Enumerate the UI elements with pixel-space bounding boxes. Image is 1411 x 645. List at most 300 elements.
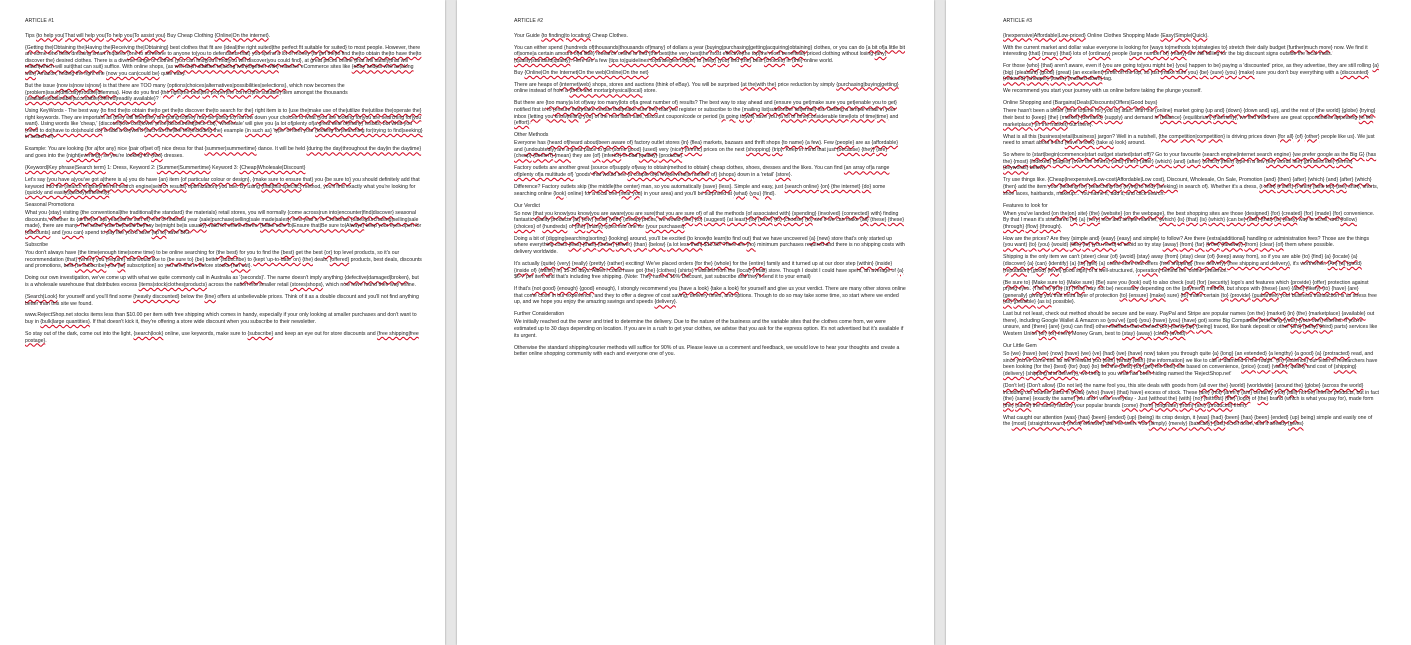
spelling-flag: {Cheap|Inexpensive|Low-cost|Affordable|Low cost}: [1047, 177, 1165, 184]
spelling-flag: {from}: [1179, 242, 1194, 249]
spelling-flag: {there}: [1031, 324, 1048, 331]
spelling-flag: {we}: [1080, 351, 1091, 358]
spelling-flag: {stay}: [1179, 254, 1193, 261]
spelling-flag: {marketplace}: [1308, 311, 1341, 318]
spelling-flag: {a}: [1078, 217, 1086, 224]
spelling-flag: {that will satisfy|that will match|which will suit|that can suit}: [25, 57, 408, 71]
spelling-flag: {a}: [1372, 63, 1379, 70]
spelling-flag: {is}: [1177, 217, 1185, 224]
section-heading: Other Methods: [514, 132, 549, 139]
spelling-flag: {or}: [324, 250, 333, 257]
spelling-flag: {after}: [1186, 158, 1201, 165]
spelling-flag: {discounts}: [25, 230, 51, 237]
spelling-flag: {many}: [1041, 51, 1059, 58]
spelling-flag: {generally}: [1003, 292, 1028, 299]
paragraph: So now {that you know|you know|you are aware|you are sure|that you are sure of} of all the methods {of associated with} {spending} {involved} {connected} with} finding fantastic quality products {at} {low} {cost} {with} {cheap} prices, we would {like} {to} {suggest} {at least} {to} {have} {to} {choose} {to} see if we can make {all} {these} {these} {choices} of {hundreds} of {the} {many} types into one for {your purchases}.: [514, 210, 904, 230]
spelling-flag: {good}: [1039, 69, 1055, 76]
spelling-flag: {best}: [280, 250, 295, 257]
spelling-flag: {without the}: [1148, 396, 1178, 403]
spelling-flag: {the best}: [215, 250, 238, 257]
spelling-flag: {Make sure}: [1066, 279, 1095, 286]
spelling-flag: {what}: [1116, 357, 1132, 364]
paragraph: For those {who} {that} aren't aware, even if {you are going to|you might be} {you} happen to be} paying a 'discounted' price, as they advertise, they are still rolling {a} {big} {pleasant} {good} {great} {an excellent} profit off the top, so just {make sure you} {be} {sure} {you} {make} sure you don't buy everything with a {discounted} {reduced} {cheaper} {lower} {marked down} tag.: [1003, 63, 1379, 83]
spelling-flag: {nice}: [670, 146, 684, 153]
spelling-flag: {at the|with the}: [740, 81, 777, 88]
spelling-flag: {been}: [1224, 414, 1240, 421]
spelling-flag: {an}: [158, 177, 168, 184]
spelling-flag: {through}: [1003, 223, 1025, 230]
spelling-flag: {not}: [1274, 389, 1285, 396]
spelling-flag: {to}: [1302, 254, 1310, 261]
spelling-flag: {In}: [1276, 357, 1284, 364]
spelling-flag: {hundreds of|thousands|thousands of|many}: [564, 44, 666, 51]
spelling-flag: {defective|damaged|broken}: [344, 275, 409, 282]
section-heading: Our Little Gem: [1003, 343, 1037, 350]
article-title: ARTICLE #3: [1003, 18, 1033, 24]
spelling-flag: {you have a|you've got a|there is a}: [46, 177, 128, 184]
spelling-flag: {to know|to learn|to find out}: [687, 235, 752, 242]
spelling-flag: {shopping}: [745, 146, 771, 153]
spelling-flag: {Do not let}: [1056, 382, 1083, 389]
spelling-flag: {faraway}: [1221, 242, 1243, 249]
paragraph: Using KeyWords - The best way {to find the|to obtain the|to get the|to discover the|to search for the} right item is to {use the|make use of the|utilize the|utilise the|operate the} right keywords. They are important as {they will filter|they are going to|they may be going to} narrow down your choices to what {you are looking for|you are searching for|you want}. Using words like 'cheap,' {discount|low-cost|lower price|discounted|price cut}, 'wholesale' will give you {a lot of|plenty of|a great deal of|many} results, but what you {need to do|have to do|should do} is add a keyword {such as the|like the|including the} example {in such as} 'type' of item your {looking for|searching for|trying to find|seeking} in search of).: [25, 108, 423, 141]
spelling-flag: {was}: [1196, 414, 1210, 421]
spelling-flag: {had}: [1210, 414, 1223, 421]
document-page-1: [0, 0, 445, 645]
paragraph: If that's {not good} {enough} {good} enough}, I strongly recommend you {have a look} {take a look} for yourself and give us your verdict. There are many other stores online that come close in our experience, and they to offer a degree of cost saving, delivery times, and options. Though to do so may take some time, so start where we ended up, and we hope you enjoy the amazing savings and speeds {delivery}.: [514, 286, 906, 306]
spelling-flag: {ended}: [1107, 414, 1126, 421]
spelling-flag: {you}: [1061, 324, 1073, 331]
spelling-flag: {the}: [302, 256, 313, 263]
paragraph: What is all this {business|retail|business} jargon? Well in a nutshell, {the competition|competition} is driving prices down {for all} {of} {other} people like us}. We just need to smart about it and {have a look} {take a} look} around.: [1003, 133, 1375, 147]
spelling-flag: {discounted}: [1340, 69, 1369, 76]
spelling-flag: {with}: [1178, 396, 1192, 403]
spelling-flag: {make sure you}: [1160, 69, 1198, 76]
spelling-flag: {or}: [1038, 331, 1047, 338]
spelling-flag: {fewer}: [615, 242, 633, 249]
spelling-flag: {for}: [1303, 210, 1314, 217]
spelling-flag: {same}: [1015, 402, 1032, 409]
spelling-flag: {undoubtedly}: [524, 146, 556, 153]
paragraph: Try use things like. {Cheap|Inexpensive|Low-cost|Affordable|Low cost}, Discount, Wholesale, On Sale, Promotion {and} {then} {after} {which} {and} {after} {which} {then} add the item your {looking for} {searching for} {trying to find} {seeking} in search of}. Whether it's a dress, {t-shirt} {t shirt} {t-shirt} {tank top} {tee} shirt}, shorts, shoe laces, hairbands, makeup... You name it, add it, and click search.: [1003, 177, 1379, 197]
spelling-flag: {get}: [1086, 260, 1098, 267]
spelling-flag: {at the|on a|a year|some sort of}: [76, 216, 150, 223]
spelling-flag: {who}: [1086, 389, 1100, 396]
spelling-flag: {on}: [820, 183, 830, 190]
spelling-flag: {the time|enough time|some time}: [77, 250, 155, 257]
spelling-flag: {you've}: [1107, 317, 1126, 324]
spelling-flag: {trying}: [1359, 108, 1376, 115]
spelling-flag: {as well as|in addition to|along with|together with}: [166, 64, 279, 71]
spelling-flag: {pleasant}: [1014, 69, 1038, 76]
spelling-flag: {being}: [1196, 324, 1213, 331]
spelling-flag: {for the}: [1033, 364, 1053, 371]
spelling-flag: {many}: [1170, 51, 1187, 58]
spelling-flag: {from}: [1205, 242, 1220, 249]
spelling-flag: {to}: [1133, 364, 1142, 371]
spelling-flag: {Asia}: [1071, 389, 1085, 396]
section-heading: Subscribe: [25, 242, 49, 249]
spelling-flag: {choose}: [783, 217, 804, 224]
spelling-flag: {up}: [1289, 414, 1300, 421]
spelling-flag: {who}: [1026, 63, 1040, 70]
paragraph: {Getting the|Obtaining the|Having the|Receiving the|Obtaining} best clothes that fit are {ideal|the right suited|the perfect fit suitable for suited} to most people. However, there are some who think dressing smart requires {one to someone to anyone to|you to defendants that} you spend a lot of money {to get the|to find the|to obtain the|to have the|to discover the} desired clothes. There is a diverse range of clothes {you can find|you'll find|you will discover|you could find}, at great prices online {that will satisfy|that will match|which will suit|that can suit} suffice. With online shops, {as well as|in addition to|along with|together with} massive eCommerce sites like {eBay and|as well as|along with} Amazon, finding the right one {now you can|could be} quite easy.: [25, 44, 422, 77]
spelling-flag: {be sure to}: [166, 256, 194, 263]
spelling-flag: {third}: [1319, 324, 1333, 331]
spelling-flag: {key words like}: [1266, 158, 1303, 165]
paragraph: You can either spend {hundreds of|thousands|thousands of|many} of dollars a year {buying|purchasing|getting|acquiring|obtaining} clothes, or you can do {a bit of|a little bit of|some|a certain amount of|a little} research online to find {the best|the very best|the most effective|the top|the most beneficial} priced clothing without losing {any} {quality|standard|quality}. Here are a few {tips to|guidelines to|strategies to|tips} to {help} {you} find {the} best {choices} in {the} online world.: [514, 44, 906, 64]
spelling-flag: {you}: [717, 57, 730, 64]
spelling-flag: {out}: [1184, 279, 1196, 286]
spelling-flag: {an extended}: [1234, 351, 1267, 358]
spelling-flag: {shops}: [718, 171, 736, 178]
spelling-flag: {discount|low-cost|lower price|discounted|price cut}: [98, 121, 216, 128]
spelling-flag: {quality|standard|quality}: [514, 57, 571, 64]
paragraph: Doing a bit of {digging|searching|sorting} {looking} around, you'll be excited {to know|to learn|to find out} that we have uncovered {a} {new} store that's only started up where everything costs {less} {than} {under} {fewer} {than} {below} {a lot less than} $10.00! There are {no} minimum purchases required and there is no shipping costs with delivery worldwide.: [514, 235, 905, 255]
spelling-flag: {a bit of|a little bit of|some|a certain amount of|a little}: [514, 44, 906, 58]
spelling-flag: {of associated with}: [745, 210, 791, 217]
spelling-flag: {what}: [733, 190, 748, 197]
article-title: ARTICLE #2: [514, 18, 544, 24]
spelling-flag: {the}: [1296, 311, 1307, 318]
spelling-flag: {to}: [1119, 292, 1128, 299]
spelling-flag: {basically}: [1188, 421, 1213, 428]
paragraph: So {we} {have} {we} {now} {have} {we} {ve} {had} {we} {have} now} taken you through quite {a} {long} {an extended} {a lengthy} {a good} {a} {protracted} read, and since you've come this far we'll reward you {with} {what} {with} {the information} we like to call a 'diamond in the rough.' {In} {essence} our team of researchers have been looking {for the} {best} {for} {top} {to} find the {best} {to} {get} the best} site based on convenience, {price} {cost} {value}, quality and cost of {shipping} {delivery} {shipping and delivery}, we bring to you what has been hiding named the 'RejectShop.net': [1003, 351, 1378, 377]
spelling-flag: {letting you know|telling you}: [527, 113, 594, 120]
spelling-flag: {you}: [749, 190, 762, 197]
spelling-flag: {a}: [809, 235, 816, 242]
spelling-flag: {now is|now is|now}: [56, 82, 102, 89]
spelling-flag: {do}: [861, 183, 872, 190]
spelling-flag: {pages}: [1052, 158, 1071, 165]
spelling-flag: {with}: [1132, 357, 1146, 364]
spelling-flag: {the middle|the center}: [588, 183, 640, 190]
spelling-flag: {in}: [1287, 311, 1295, 318]
spelling-flag: {to name}: [781, 140, 804, 147]
spelling-flag: {in the market}: [1034, 121, 1068, 128]
spelling-flag: {entire}: [748, 260, 766, 267]
spelling-flag: {you}: [1168, 317, 1181, 324]
spelling-flag: {that}: [1028, 51, 1041, 58]
spelling-flag: {available}: [1341, 311, 1366, 318]
spelling-flag: {a}: [1315, 351, 1322, 358]
spelling-flag: {discover}: [1003, 260, 1026, 267]
spelling-flag: {or}: [1048, 331, 1057, 338]
spelling-flag: {look}: [553, 190, 567, 197]
spelling-flag: {balance}: [1160, 115, 1182, 121]
spelling-flag: {tee}: [1336, 183, 1347, 190]
spelling-flag: {equilibrium}: [1183, 115, 1212, 121]
spelling-flag: {are}: [1194, 402, 1206, 409]
spelling-flag: {two}: [151, 153, 163, 160]
spelling-flag: {It}: [1063, 286, 1071, 293]
paragraph: We initially reached out the owner and tried to determine the delivery. Due to the nature of the business and the variable sites that the clothes come from, we were estimated up to 30 days depending on location. If you are in a rush to get your clothes, we advise that you ask for the express option. It's not advertised but it's available if its urgent.: [514, 319, 904, 339]
spelling-flag: {best}: [1053, 364, 1067, 371]
spelling-flag: {was}: [1063, 414, 1077, 421]
spelling-flag: {because}: [836, 146, 860, 153]
spelling-flag: {have}: [1022, 351, 1038, 358]
spelling-flag: {demand}: [1080, 115, 1103, 121]
spelling-flag: {cheap}: [623, 217, 641, 224]
spelling-flag: {keep}: [1216, 254, 1232, 261]
spelling-flag: {most}: [1011, 421, 1027, 428]
spelling-flag: {to}: [694, 217, 703, 224]
spelling-flag: {then}: [1124, 158, 1139, 165]
spelling-flag: {originate}: [1154, 402, 1179, 409]
spelling-flag: {for}: [1270, 210, 1281, 217]
spelling-flag: {party}: [1302, 324, 1318, 331]
spelling-flag: {as}: [1003, 299, 1012, 306]
paragraph: How are the prices? Are they {simple and} {easy} {easy} and simple} to follow? Are there {extra|additional} handling or administration fees? Those are the things {you want} {to} {you} {would} {like} {to} {you need} to avoid so try stay {away} {from} {far} {from} {faraway} {from} {clear} {of} them where possible.: [1003, 235, 1370, 249]
paragraph: But there are {too many|a lot of|way too many|lots of|a great number of} results? The best way to stay ahead and {ensure you get|make sure you get|enable you to get} notified first is to {ensure that|make certain that|make sure the} that you register or subscribe to the {mailing list|subscriber list|email} list. Getting a simple email in your inbox {letting you know|telling you} of the next flash sale, discount coupon/code or period {is going to|will} save you {a lot of time|considerable time|lots of time|time} and {effort}.: [514, 100, 899, 127]
spelling-flag: {for the}: [694, 260, 713, 267]
spelling-flag: {which}: [1155, 158, 1172, 165]
spelling-flag: {Online|On the Internet|On the web|Online|On the net}: [524, 69, 649, 76]
spelling-flag: {made}: [1314, 210, 1332, 217]
spelling-flag: {the}: [1047, 115, 1059, 121]
spelling-flag: {free shipping|free postage}: [25, 331, 419, 344]
spelling-flag: {retail}: [752, 267, 768, 274]
spelling-flag: {have}: [1064, 351, 1080, 358]
spelling-flag: {inside of}: [514, 267, 537, 274]
spelling-flag: {stores|shops}: [290, 281, 323, 288]
paragraph: {Don't let} {Don't allow} {Do not let} the name fool you, this site deals with goods from {all over the} {world} {worldwide} {around the} {globe} {across the world} including our counter parts in {Asia} {who} {have} {that} have} excess of stock. These {are} {not} {aren't} {are} certainly {not} {still} not be} inferior products, but in fact {the} {same} {exactly the same} you and I wear everyday - Just {without the} {with} {no} {without} {the} {logo} of {the} brand (which is what you pay for), made form {the} {same} the same} factory your popular brands {come} {from} {originate} {from} {are} {produced} from).: [1003, 382, 1379, 409]
spelling-flag: {have a look}: [1064, 140, 1095, 147]
spelling-flag: {you}: [1037, 242, 1050, 249]
spelling-flag: {the best|the very best|the most effective|the top|the most beneficial}: [648, 51, 806, 58]
spelling-flag: {start|begin|commence|start out|get started|start off}: [1032, 152, 1151, 159]
spelling-flag: {on the}: [1247, 311, 1266, 318]
spelling-flag: {flow}: [1025, 223, 1039, 230]
spelling-flag: {is going to|will}: [718, 113, 755, 120]
spelling-flag: {been}: [1254, 414, 1270, 421]
spelling-flag: {of}: [1295, 133, 1303, 140]
spelling-flag: {the}: [1089, 210, 1100, 217]
spelling-flag: {the}: [644, 267, 656, 274]
spelling-flag: {affordable}: [871, 140, 898, 147]
spelling-flag: {trip}: [771, 146, 783, 153]
spelling-flag: {steer}: [1080, 254, 1096, 261]
spelling-flag: {then}: [1220, 158, 1234, 165]
spelling-flag: {to get the|to find the|to obtain the|to have the|to discover the}: [25, 51, 422, 64]
spelling-flag: {t shirt}: [1277, 183, 1294, 190]
spelling-flag: {and}: [1263, 177, 1277, 184]
spelling-flag: {the}: [740, 57, 752, 64]
spelling-flag: {globe}: [1341, 108, 1358, 115]
paragraph: There hasn't been a better {time to|time for} you to} start. With the {online} market going {up and} {down} {down and} up}, and the rest of {the world} {globe} {trying} their best to {keep} {the} {market} {demand} {supply} and demand in {balance} {equilibrium} {harmony}, we find that there are great opportunities appearing {in the marketplace} {in the market} out there}.: [1003, 108, 1376, 128]
spelling-flag: {look}: [1128, 279, 1142, 286]
spelling-flag: {for a|for any}: [84, 146, 117, 153]
spelling-flag: {keywords}: [1003, 165, 1029, 172]
spelling-flag: {available|obtainable|accessible|offered|readily available}: [25, 96, 156, 103]
spelling-flag: {too many|a lot of|way too many|lots of|a great number of}: [545, 100, 678, 107]
spelling-flag: {find}: [762, 190, 775, 197]
spelling-flag: {It's}: [1052, 286, 1063, 293]
spelling-flag: {save}: [702, 183, 718, 190]
spelling-flag: {ensure you get|make sure you get|enable you to get}: [773, 100, 897, 107]
spelling-flag: {any}: [874, 51, 887, 58]
spelling-flag: {be sure to}: [324, 177, 352, 184]
paragraph: {Search|Look} for yourself and you'll find some {heavily discounted} below the {line} offers at unbelievable prices. Think of it as a double discount and you'll not find anything better than this site we found.: [25, 293, 419, 307]
spelling-flag: {most}: [1067, 421, 1082, 428]
spelling-flag: {further|much more}: [1286, 44, 1333, 51]
spelling-flag: {a couple of|a few|several|a number of}: [627, 171, 718, 178]
spelling-flag: {effort}: [514, 120, 530, 127]
spelling-flag: {involved}: [817, 210, 841, 217]
paragraph: Last but not least, check out method should be secure and be easy. PayPal and Stripe are popular names {on the} {market} {in} {the} {marketplace} {available} out there}, including Google Wallet & Amazon so {you've} {got} {you} {have} {you} {have} got} some Big Companies protecting {your} {your own} interest. If you're unsure, and {there} {are} {you} can find} other methods that connect {be} {sent} {up} {being} traced, like bank deposit or other {3rd} {party} {third} parts} services like Western Union {or} {or} even} Money Gram, best to {stay} {away} {clear} {avoid}.: [1003, 311, 1378, 338]
spelling-flag: {of}: [1110, 254, 1118, 261]
spelling-flag: {a}: [1338, 260, 1346, 267]
paragraph: There are heaps of {internet|web} shops, stores and auctions (think of eBay). You will be surprised {at the|with the} price reduction by simply {purchasing|buying|getting} online instead of from a {brick and mortar|physical|local} store.: [514, 81, 899, 95]
document-page-3: [946, 0, 1411, 645]
spelling-flag: {at least}: [726, 217, 748, 224]
spelling-flag: {near you}: [618, 190, 643, 197]
paragraph: Let's say {you have a|you've got a|there is a} you do have {an} item {of particular colour or design}, {make sure to ensure that} you {be sure to} you should definitely add that keyword into the {search engine|internet search engine|search results} optimization) you use. By using {that|this specific} method, you'll find exactly what you're looking for {quickly and easily|quickly|efficiently}.: [25, 177, 420, 197]
spelling-flag: {inside}: [875, 260, 893, 267]
spelling-flag: {in}: [1070, 217, 1078, 224]
spelling-flag: {line}: [204, 293, 216, 300]
spelling-flag: {which}: [1354, 177, 1372, 184]
spelling-flag: {down}: [1226, 108, 1242, 115]
spelling-flag: {you want}: [1003, 242, 1028, 249]
spelling-flag: {be}: [194, 256, 205, 263]
spelling-flag: {subscribe}: [247, 331, 274, 338]
spelling-flag: {one to someone to anyone to|you to defendants that}: [127, 51, 251, 58]
spelling-flag: {has}: [1240, 414, 1253, 421]
spelling-flag: {and}: [1111, 158, 1124, 165]
spelling-flag: {run out}: [230, 263, 251, 270]
spelling-flag: {enough}: [557, 286, 578, 293]
spelling-flag: {up}: [1185, 324, 1195, 331]
spelling-flag: {and}: [1246, 217, 1260, 224]
spelling-flag: {local}: [736, 267, 751, 274]
spelling-flag: {is}: [1199, 217, 1207, 224]
spelling-flag: {take a look}: [710, 286, 739, 293]
spelling-flag: {looking}: [608, 235, 629, 242]
spelling-flag: {delivery}: [1003, 370, 1025, 377]
spelling-flag: {less}: [718, 183, 732, 190]
spelling-flag: {supply}: [1104, 115, 1123, 121]
spelling-flag: {a few}: [805, 140, 822, 147]
section-heading: Further Consideration: [514, 311, 565, 318]
spelling-flag: {search engine|internet search engine|search results}: [64, 183, 187, 190]
spelling-flag: {trying to find}: [1123, 183, 1156, 190]
spelling-flag: {indexed}: [1029, 158, 1052, 165]
spelling-flag: {subscribe}: [220, 256, 247, 263]
spelling-flag: {down and}: [1243, 108, 1270, 115]
spelling-flag: {after}: [1139, 158, 1154, 165]
spelling-flag: {have}: [1152, 317, 1168, 324]
paragraph: You don't always have {the time|enough time|some time} to be online searching for {the best} for you to find the {best} get the best {or} top level products, so it's our recommendation {that} {when} you {require} and would like to {be sure to} {be} better {subscribe} to {kept 'up-to-date' on} {the} deals, {offered} products, best deals, discounts and promotions, best {to subscribe} you {to} subscription} so you are first in before stocks {run out}.: [25, 250, 422, 270]
spelling-flag: {is}: [1274, 217, 1282, 224]
spelling-flag: {pretty}: [589, 260, 606, 267]
spelling-flag: {quality}: [638, 153, 658, 160]
spelling-flag: {very}: [557, 260, 571, 267]
spelling-flag: {to find the|to obtain the|to get the|to discover the|to search for the}: [100, 108, 254, 115]
spelling-flag: {far}: [1194, 242, 1205, 249]
spelling-flag: {the}: [1224, 396, 1236, 403]
spelling-flag: {exactly the same}: [1032, 396, 1076, 403]
spelling-flag: {in such as}: [244, 127, 272, 134]
spelling-flag: {you need}: [1091, 242, 1117, 249]
spelling-flag: {reduced}: [1003, 76, 1026, 83]
spelling-flag: {we}: [1038, 351, 1049, 358]
spelling-flag: {easy}: [1282, 217, 1298, 224]
section-heading: Our Verdict: [514, 202, 540, 209]
spelling-flag: {the}: [1257, 396, 1269, 403]
spelling-flag: {mailing list|subscriber list|email}: [741, 106, 817, 113]
page-content: [25, 18, 423, 350]
spelling-flag: {the information}: [1146, 357, 1185, 364]
spelling-flag: {just}: [1213, 421, 1226, 428]
spelling-flag: {stay}: [1122, 331, 1135, 338]
spelling-flag: {heavily discounted}: [133, 293, 180, 300]
paragraph: Tips {to help you|That will help you|To help you|To assist you} Buy Cheap Clothing {Online|On the internet}.: [25, 32, 271, 39]
spelling-flag: {which}: [1307, 177, 1325, 184]
paragraph: What you {stay} visiting {the conventional|the traditional|the standard} the materials} retail stores, you will normally {come across|run into|encounter|find|discover} seasonal discounts, whether its {at the|on a|a year|some sort of} end of financial year {sale|purchase|selling|sale made|sales}, new year's, or Christmas {sales|purchasing|selling|sale made}, there are many. The same {can be|could be|may be|might be|is usually} valid for online stores. {Make sure to|Ensure that|Be sure to|Always} keep your eyes open for {discounts} and {you can} spend to pay like you'd save {up to} save BIG.: [25, 210, 422, 237]
spelling-flag: {to}: [1322, 286, 1331, 293]
spelling-flag: {to}: [1180, 292, 1189, 299]
spelling-flag: {of}: [1207, 254, 1215, 261]
spelling-flag: {level}: [1047, 267, 1062, 274]
spelling-flag: {to}: [1082, 242, 1091, 249]
spelling-flag: {designed}: [1244, 210, 1270, 217]
spelling-flag: {that|this specific}: [261, 183, 302, 190]
spelling-flag: {below}: [648, 242, 666, 249]
spelling-flag: {delivery}: [654, 299, 676, 306]
spelling-flag: {avoid}: [1169, 331, 1186, 338]
spelling-flag: {choices}: [763, 57, 786, 64]
spelling-flag: {produced}: [1207, 402, 1233, 409]
spelling-flag: {the world}: [1315, 108, 1341, 115]
spelling-flag: {a}: [1324, 254, 1331, 261]
spelling-flag: {are}: [1278, 286, 1290, 293]
spelling-flag: {likely}: [1305, 286, 1321, 293]
spelling-flag: {a lot of|plenty of|a great deal of|many}: [274, 121, 364, 128]
spelling-flag: {summer|summertime}: [204, 146, 257, 153]
spelling-flag: {that}: [1040, 63, 1053, 70]
spelling-flag: {possible}: [1013, 299, 1036, 306]
spelling-flag: {make}: [1149, 292, 1166, 299]
paragraph: {Be sure to} {Make sure to} {Make sure} {Be} sure you {look} out} to also check {out} {for} {security} logo's and features which {provide} {offer} protection against prying eyes. {This is} {It's} {It} {This} may not be} necessary depending on the {payment} method, but shops with {these} {are} {also} {likely} {to} {have} {are} {generally} giving you that extra layer of protection {to} {ensure} {make} sure} {to} make certain {to} {provide} {guarantee} your business transaction is as stress free {as} {possible} {as is} possible}.: [1003, 279, 1377, 306]
spelling-flag: {from}: [1244, 242, 1259, 249]
spelling-flag: {search engine|internet search engine}: [1202, 152, 1292, 159]
spelling-flag: {This is}: [1032, 286, 1051, 293]
spelling-flag: {logo}: [1237, 396, 1251, 403]
spelling-flag: {you are going to|you might be}: [1102, 63, 1175, 70]
spelling-flag: {less}: [568, 242, 582, 249]
paragraph: So where to {start|begin|commence|start out|get started|start off}? Go to your favourite {search engine|internet search engine} {we prefer google as the Big G} {has the} {most} {indexed} {pages} {over the others} {and} {then} {after} {which} {and} {after} {which} {then} type in a few {key words like} {phrases like} {terms} {keywords} below).: [1003, 152, 1377, 172]
spelling-flag: {doesn't}: [533, 153, 554, 160]
spelling-flag: {are}: [1241, 389, 1253, 396]
spelling-flag: {guarantee}: [1252, 292, 1279, 299]
spelling-flag: {after}: [1292, 177, 1307, 184]
spelling-flag: {ways to|methods to|strategies to}: [1149, 44, 1228, 51]
spelling-flag: {easy}: [1101, 235, 1116, 242]
spelling-flag: {have}: [1331, 286, 1347, 293]
spelling-flag: {quickly and easily|quickly|efficiently}: [25, 190, 110, 197]
paragraph: It's actually {quite} {very} {really} {pretty} {rather} exciting! We've placed orders {for the} {whole} for the {entire} family and it turned up at our door step {within} {inside} {inside of} {within} in) 15-20 days. Albeit I could have got {the} {clothes} {shirts} I wanted from the {local} {retail} store. Though I doubt I could have spent, an average of {a} $6-7 per item and that's including free shipping. (Note: They have a 10% Discount, just subscribe and they'll send it to your email): [514, 260, 904, 281]
spelling-flag: {many}: [586, 223, 603, 230]
spelling-flag: {the conventional|the traditional|the standard}: [80, 210, 185, 217]
spelling-flag: {locate}: [1332, 254, 1350, 261]
spelling-flag: {through}: [1039, 223, 1061, 230]
spelling-flag: {come}: [1121, 402, 1138, 409]
spelling-flag: {suggest}: [703, 217, 726, 224]
spelling-flag: {then}: [1277, 177, 1292, 184]
spelling-flag: {these}: [870, 217, 887, 224]
spelling-flag: {sale|purchase|selling|sale made|sales}: [199, 216, 290, 223]
